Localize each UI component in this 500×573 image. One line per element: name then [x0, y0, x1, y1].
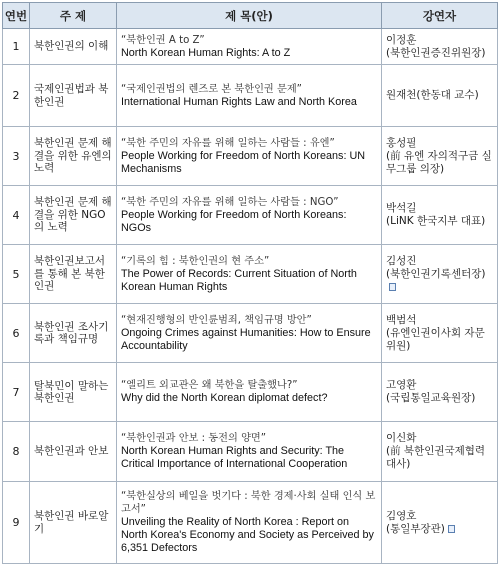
row-num: 8	[3, 422, 30, 482]
title-english: Unveiling the Reality of North Korea : Report on North Korea's Economy and Society as Perceived by 6,351 Defectors	[121, 516, 374, 554]
row-num: 7	[3, 363, 30, 422]
speaker-name: 김성진	[386, 254, 417, 267]
title-english: People Working for Freedom of North Koreans: NGOs	[121, 208, 347, 234]
title-korean: “기록의 힘 : 북한인권의 현 주소”	[121, 255, 270, 267]
row-title	[117, 363, 382, 422]
row-title	[117, 127, 382, 186]
title-english: The Power of Records: Current Situation of North Korean Human Rights	[121, 267, 357, 293]
row-title	[117, 245, 382, 304]
title-english: North Korean Human Rights: A to Z	[121, 46, 291, 59]
row-num: 9	[3, 482, 30, 564]
title-korean: “북한인권 A to Z”	[121, 34, 205, 46]
table-header-row	[3, 3, 498, 29]
title-korean: “현재진행형의 반인륜범죄, 책임규명 방안”	[121, 314, 312, 326]
speaker-affiliation: (前 북한인권국제협력대사)	[386, 445, 486, 470]
row-num: 6	[3, 304, 30, 363]
header-num: 연번	[3, 3, 30, 29]
row-topic: 북한인권 조사기록과 책임규명	[30, 304, 117, 363]
row-speaker	[382, 363, 498, 422]
title-korean: “북한실상의 베일을 벗기다 : 북한 경제·사회 실태 인식 보고서”	[121, 491, 376, 515]
speaker-name: 홍성필	[386, 136, 417, 149]
table-row	[3, 304, 498, 363]
row-speaker	[382, 422, 498, 482]
table-row	[3, 482, 498, 564]
title-korean: “북한인권과 안보 : 동전의 양면”	[121, 433, 267, 444]
speaker-affiliation-text: (북한인권기록센터장)	[386, 267, 486, 280]
row-speaker	[382, 482, 498, 564]
title-english: Ongoing Crimes against Humanities: How to Ensure Accountability	[121, 326, 371, 352]
row-topic: 탈북민이 말하는 북한인권	[30, 363, 117, 422]
title-korean: “국제인권법의 렌즈로 본 북한인권 문제”	[121, 83, 302, 95]
speaker-affiliation	[386, 268, 493, 294]
row-speaker	[382, 127, 498, 186]
row-topic: 북한인권의 이해	[30, 29, 117, 65]
row-num: 1	[3, 29, 30, 65]
row-speaker	[382, 186, 498, 245]
row-topic: 북한인권 문제 해결을 위한 NGO의 노력	[30, 186, 117, 245]
title-english: International Human Rights Law and North Korea	[121, 95, 357, 108]
row-topic: 북한인권 문제 해결을 위한 유엔의 노력	[30, 127, 117, 186]
row-num: 2	[3, 65, 30, 127]
title-korean: “북한 주민의 자유를 위해 일하는 사람들 : 유엔”	[121, 137, 335, 149]
row-speaker	[382, 245, 498, 304]
title-english: People Working for Freedom of North Koreans: UN Mechanisms	[121, 149, 366, 175]
title-korean: “엘리트 외교관은 왜 북한을 탈출했나?”	[121, 380, 298, 391]
speaker-affiliation: (前 유엔 자의적구금 실무그룹 의장)	[386, 149, 492, 175]
speaker-name: 이신화	[386, 432, 417, 444]
header-speaker: 강연자	[382, 3, 498, 29]
speaker-name: 김영호	[386, 509, 417, 522]
table-row	[3, 422, 498, 482]
lecture-schedule-table	[2, 2, 498, 564]
table-row	[3, 245, 498, 304]
speaker-affiliation: (국립통일교육원장)	[386, 392, 476, 404]
speaker-affiliation: (북한인권증진위원장)	[386, 46, 486, 59]
row-num: 4	[3, 186, 30, 245]
speaker-name: 이정훈	[386, 33, 417, 46]
speaker-name: 고영환	[386, 379, 417, 391]
row-title	[117, 422, 382, 482]
table-row	[3, 65, 498, 127]
speaker-name: 원재천(한동대 교수)	[386, 89, 479, 101]
table-row	[3, 363, 498, 422]
row-speaker	[382, 29, 498, 65]
speaker-affiliation	[386, 523, 493, 536]
row-title	[117, 29, 382, 65]
document-icon	[389, 283, 396, 291]
document-icon	[448, 525, 455, 533]
speaker-affiliation: (유엔인권이사회 자문위원)	[386, 326, 485, 352]
row-title	[117, 304, 382, 363]
row-topic: 국제인권법과 북한인권	[30, 65, 117, 127]
row-topic: 북한인권보고서를 통해 본 북한인권	[30, 245, 117, 304]
speaker-name: 백범석	[386, 313, 417, 326]
header-title: 제 목(안)	[117, 3, 382, 29]
title-english: Why did the North Korean diplomat defect?	[121, 392, 328, 404]
speaker-affiliation: (LiNK 한국지부 대표)	[386, 215, 486, 227]
speaker-affiliation-text: (통일부장관)	[386, 522, 445, 535]
table-row	[3, 186, 498, 245]
table-row	[3, 127, 498, 186]
title-korean: “북한 주민의 자유를 위해 일하는 사람들 : NGO”	[121, 196, 339, 208]
row-speaker	[382, 304, 498, 363]
row-title	[117, 186, 382, 245]
row-num: 3	[3, 127, 30, 186]
row-title	[117, 65, 382, 127]
speaker-name: 박석길	[386, 202, 417, 214]
row-topic: 북한인권과 안보	[30, 422, 117, 482]
table-row	[3, 29, 498, 65]
row-title	[117, 482, 382, 564]
row-topic: 북한인권 바로알기	[30, 482, 117, 564]
header-topic: 주 제	[30, 3, 117, 29]
row-speaker	[382, 65, 498, 127]
row-num: 5	[3, 245, 30, 304]
title-english: North Korean Human Rights and Security: The Critical Importance of International Cooperation	[121, 445, 348, 470]
